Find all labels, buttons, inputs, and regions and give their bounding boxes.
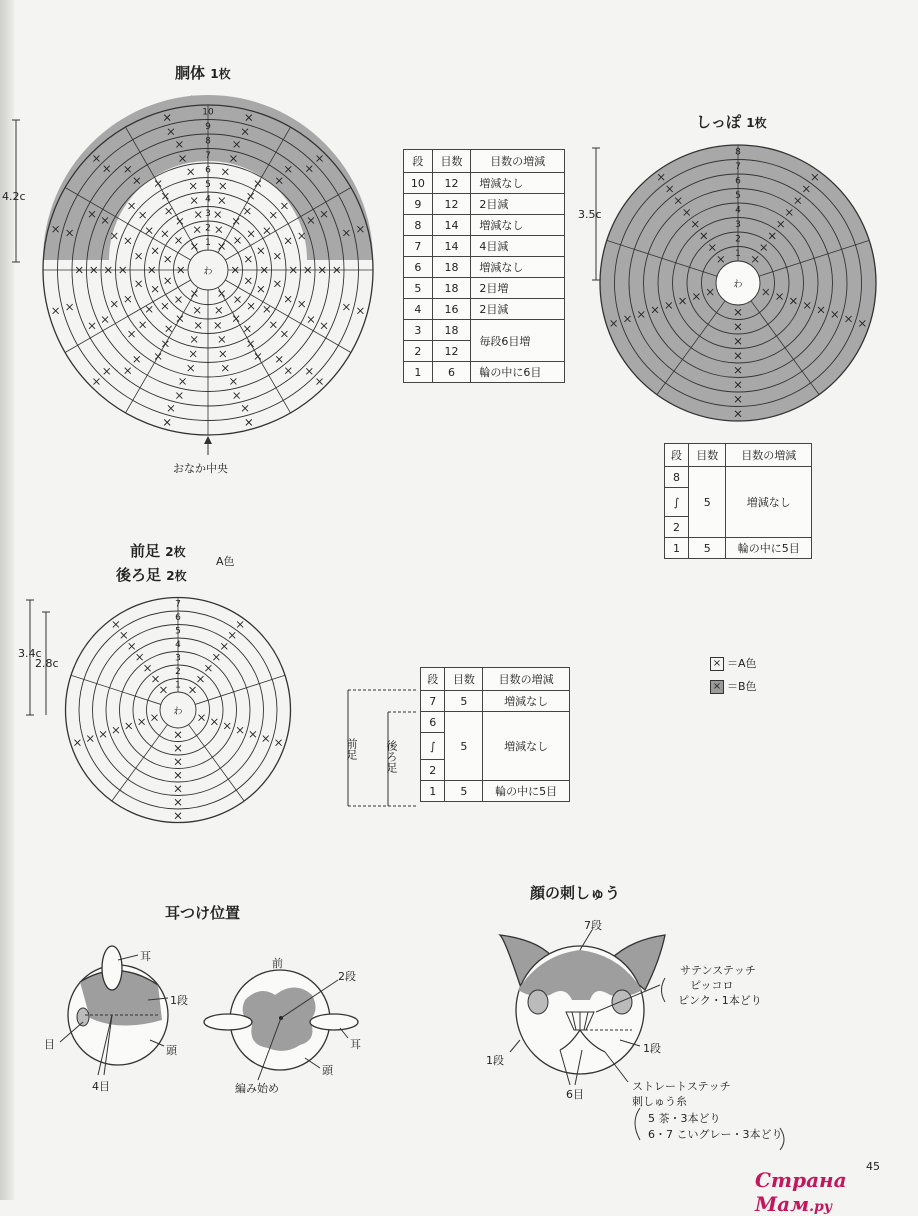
round-number: 8 xyxy=(735,147,741,158)
table-row: 10 12 増減なし xyxy=(404,173,565,194)
six-stitch-label: 6目 xyxy=(566,1088,584,1101)
face-title: 顔の刺しゅう xyxy=(530,884,621,902)
round-number: 1 xyxy=(175,680,181,691)
round-number: 7 xyxy=(735,161,741,172)
table-row: 9 12 2目減 xyxy=(404,194,565,215)
round-number: わ xyxy=(733,280,743,290)
head-label: 頭 xyxy=(166,1044,177,1057)
round-number: 3 xyxy=(175,653,181,664)
table-row: 6 18 増減なし xyxy=(404,257,565,278)
round2-label: 2段 xyxy=(338,970,356,983)
tail-height-label: 3.5c xyxy=(578,208,602,221)
round-number: 6 xyxy=(175,612,181,623)
legend-b: × ＝B色 xyxy=(710,678,757,694)
satin-stitch-label: サテンステッチ xyxy=(680,964,756,977)
round-number: 3 xyxy=(205,208,211,219)
round-number: 4 xyxy=(175,639,181,650)
round-number: 7 xyxy=(175,599,181,610)
round-number: 9 xyxy=(205,121,211,132)
table-row: 8 14 増減なし xyxy=(404,215,565,236)
front-feet-title: 前足 2枚 xyxy=(130,542,186,560)
round-number: 7 xyxy=(205,150,211,161)
body-bottom-label: おなか中央 xyxy=(173,462,228,475)
x-mark-shaded-icon: × xyxy=(710,680,724,694)
round-number: 4 xyxy=(205,194,211,205)
back-feet-title: 後ろ足 2枚 xyxy=(116,566,187,584)
round-number: わ xyxy=(203,267,213,277)
round-number: 1 xyxy=(205,237,211,248)
round-number: 6 xyxy=(735,176,741,187)
round-number: 2 xyxy=(175,666,181,677)
feet-height-1: 3.4c xyxy=(18,647,42,660)
legend-a: × ＝A色 xyxy=(710,655,757,671)
round-number: 2 xyxy=(205,223,211,234)
eye-label: 目 xyxy=(44,1038,55,1051)
feet-round-table: 段 目数 目数の増減 7 5 増減なし 6 5 増減なし ∫ 2 1 5 輪の中に5目 xyxy=(420,667,570,802)
table-row: 4 16 2目減 xyxy=(404,299,565,320)
ear-title: 耳つけ位置 xyxy=(165,904,241,922)
round1a-label: 1段 xyxy=(486,1054,504,1067)
round-number: 10 xyxy=(202,107,214,118)
round1-label: 1段 xyxy=(170,994,188,1007)
watermark: Страна Мам.ру xyxy=(755,1168,847,1216)
round1b-label: 1段 xyxy=(643,1042,661,1055)
body-round-table: 段 目数 目数の増減 10 12 増減なし 9 12 2目減 8 14 増減なし 7 14 4目減 6 18 増減なし 5 18 2目増 4 16 2目減 3 18 毎段6目増 2 12 1 6 輪の中に6目 xyxy=(403,149,565,383)
tail-round-table: 段 目数 目数の増減 8 5 増減なし ∫ 2 1 5 輪の中に5目 xyxy=(664,443,812,559)
round-number: 5 xyxy=(175,626,181,637)
table-row: 5 18 2目増 xyxy=(404,278,565,299)
feet-height-2: 2.8c xyxy=(35,657,59,670)
body-height-label: 4.2c xyxy=(2,190,26,203)
round-number: 4 xyxy=(735,205,741,216)
round-number: 2 xyxy=(735,234,741,245)
body-title: 胴体 1枚 xyxy=(175,64,231,82)
round7-label: 7段 xyxy=(584,919,602,932)
round-number: 6 xyxy=(205,165,211,176)
four-stitch-label: 4目 xyxy=(92,1080,110,1093)
thread-label: 刺しゅう糸 xyxy=(632,1095,687,1108)
round-number: 5 xyxy=(735,190,741,201)
x-mark-icon: × xyxy=(710,657,724,671)
brown-thread-label: 5 茶・3本どり xyxy=(648,1112,721,1125)
piccolo-label: ピッコロ xyxy=(690,979,734,992)
round-number: 3 xyxy=(735,219,741,230)
table-row: 2 12 xyxy=(404,341,565,362)
gray-thread-label: 6・7 こいグレー・3本どり xyxy=(648,1128,783,1141)
round-number: わ xyxy=(173,707,183,717)
front-label: 前 xyxy=(272,957,283,970)
table-row: 3 18 毎段6目増 xyxy=(404,320,565,341)
table-row: 1 6 輪の中に6目 xyxy=(404,362,565,383)
feet-side-back: 後ろ足 xyxy=(385,740,398,773)
straight-stitch-label: ストレートステッチ xyxy=(632,1080,731,1093)
ear2-label: 耳 xyxy=(350,1038,361,1051)
round-number: 5 xyxy=(205,179,211,190)
pink-thread-label: ピンク・1本どり xyxy=(678,994,762,1007)
head2-label: 頭 xyxy=(322,1064,333,1077)
table-row: 7 14 4目減 xyxy=(404,236,565,257)
feet-side-front: 前足 xyxy=(345,738,358,760)
ear-label: 耳 xyxy=(140,950,151,963)
start-label: 編み始め xyxy=(235,1082,279,1095)
tail-title: しっぽ 1枚 xyxy=(696,113,767,131)
page-number: 45 xyxy=(866,1160,880,1173)
round-number: 1 xyxy=(735,248,741,259)
feet-color: A色 xyxy=(216,555,235,568)
round-number: 8 xyxy=(205,136,211,147)
